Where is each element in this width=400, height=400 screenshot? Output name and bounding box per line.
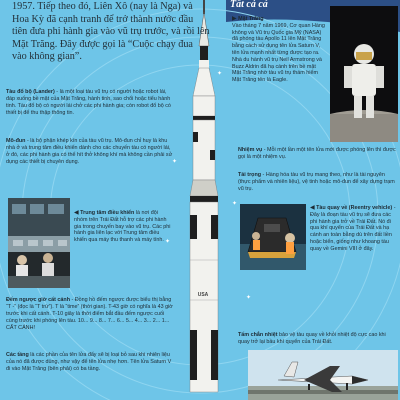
definition-countdown: Đếm ngược giờ cất cánh - Đồng hồ đếm ngược được biểu thị bằng “T -” (đọc là “T trừ”). T là “time” (thời gian). T-43 giờ có nghĩa là 43 giờ trước khi cất cánh. T-10 giây là thời điểm bắt đầu đếm ngược cuối cùng trước khi phóng lên tàu. 10... 9... 8... 7... 6... 5... 4... 3... 2... 1... CẤT CÁNH! bbox=[6, 297, 173, 331]
caption-mission-control: ◀ Trung tâm điều khiển là nơi đội nhóm trên Trái Đất hỗ trợ các phi hành gia trong chuyến bay vào vũ trụ. Các phi hành gia liên lạc với Trung tâm điều khiển qua máy thu thanh và máy tính. bbox=[74, 210, 171, 244]
mission-control-photo bbox=[8, 198, 70, 288]
star-icon: ✦ bbox=[165, 239, 171, 245]
arrow-left-icon: ◀ bbox=[74, 210, 79, 216]
star-icon: ✦ bbox=[232, 201, 238, 207]
caption-moon-landing: ▶ Mặt Trăng Vào tháng 7 năm 1969, Cơ quan Hàng không và Vũ trụ Quốc gia Mỹ (NASA) đã phóng tàu Apollo 11 lên Mặt Trăng bằng cách sử dụng tên lửa Saturn V, tên lửa mạnh nhất từng được tạo ra. Nhà du hành vũ trụ Neil Armstrong và Buzz Aldrin đã hạ cánh trên bề mặt Mặt Trăng nhờ tàu vũ trụ thám hiểm Mặt Trăng tên là Eagle. bbox=[232, 16, 325, 84]
space-shuttle-landing-photo bbox=[248, 350, 398, 400]
star-icon: ✦ bbox=[172, 159, 178, 165]
rocket-usa-lettering: USA bbox=[197, 292, 209, 298]
star-icon: ✦ bbox=[246, 295, 252, 301]
definition-payload: Tải trọng - Hàng hóa tàu vũ trụ mang theo, như là tài nguyên (thực phẩm và nhiên liệu), vệ tinh hoặc mô-đun để xây dựng trạm vũ trụ. bbox=[238, 172, 395, 192]
intro-paragraph: 1957. Tiếp theo đó, Liên Xô (nay là Nga) và Hoa Kỳ đã cạnh tranh để trở thành nước đầu tiên đưa phi hành gia vào vũ trụ trước, và rồi lên Mặt Trăng. Đây được gọi là “Cuộc chạy đua vào không gian”. bbox=[12, 1, 210, 63]
star-icon: ✦ bbox=[217, 71, 223, 77]
astronaut-on-moon-photo bbox=[330, 6, 398, 142]
definition-lander: Tàu đổ bộ (Lander) - là một loại tàu vũ trụ có người hoặc robot lái, đáp xuống bề mặt của Mặt Trăng, hành tinh, sao chổi hoặc tiểu hành tinh. Tàu đổ bộ có người lái chở các phi hành gia; còn robot đổ bộ có thiết bị để thu thập thông tin. bbox=[6, 89, 171, 116]
definition-stages: Các tầng là các phần của tên lửa đẩy sẽ bị loại bỏ sau khi nhiên liệu của nó đã được dùng, như vậy để tên lửa nhẹ hơn. Tên lửa Saturn V đi vào Mặt Trăng (bên phải) có ba tầng. bbox=[6, 352, 172, 372]
caption-reentry-vehicle: ◀ Tàu quay về (Reentry vehicle) - Đây là đoạn tàu vũ trụ sẽ đưa các phi hành gia trở về Trái Đất. Nó đi qua khí quyển của Trái Đất và hạ cánh an toàn bằng dù trên đất liền hoặc biển, giống như khoang tàu quay về Gemini VIII ở đây. bbox=[310, 205, 396, 252]
arrow-left-icon: ◀ bbox=[310, 205, 315, 211]
section-heading: Tất cả cá bbox=[230, 0, 268, 10]
arrow-right-icon: ▶ bbox=[232, 16, 237, 22]
definition-mission: Nhiệm vụ - Mỗi một lần một tên lửa mới được phóng lên thì được gọi là một nhiệm vụ. bbox=[238, 147, 396, 160]
definition-heat-shield: Tấm chắn nhiệt bảo vệ tàu quay về khỏi nhiệt độ cực cao khi quay trở lại bầu khí quyển của Trái Đất. bbox=[238, 332, 386, 345]
gemini-capsule-photo bbox=[240, 204, 306, 270]
definition-module: Mô-đun - là bộ phận khép kín của tàu vũ trụ. Mô-đun chỉ huy là khu nhà ở và trung tâm điều khiển dành cho các chuyến tàu có người lái, ở đó, các phi hành gia có thể hít thở không khí mà không cần phải sử dụng các thiết bị chuyên dụng. bbox=[6, 138, 173, 165]
